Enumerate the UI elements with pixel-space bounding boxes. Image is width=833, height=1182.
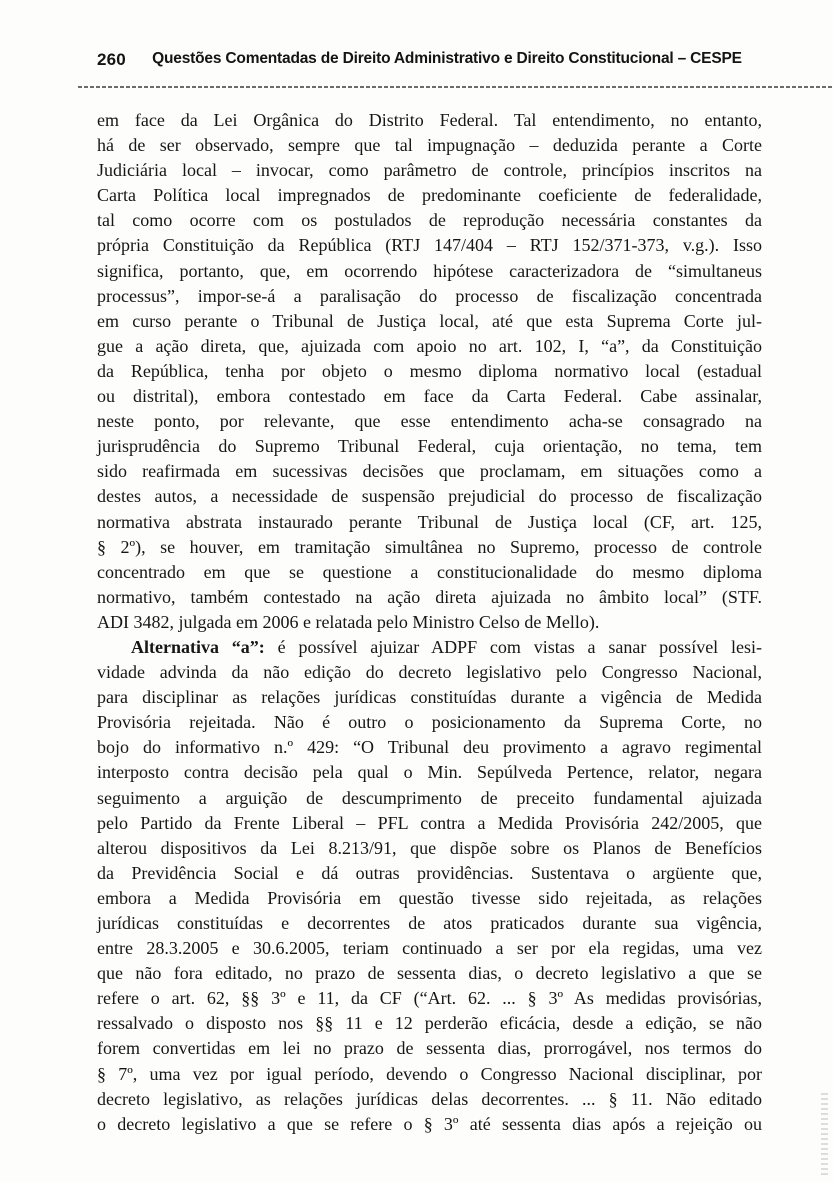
text-line: refere o art. 62, §§ 3º e 11, da CF (“Art. 62. ... § 3º As medidas provisórias, [97, 988, 762, 1009]
text-line: há de ser observado, sempre que tal impugnação – deduzida perante a Corte [97, 135, 762, 156]
paragraph [97, 635, 762, 1137]
page-number: 260 [97, 50, 126, 69]
scan-artifact [821, 1093, 828, 1175]
text-line: neste ponto, por relevante, que esse entendimento acha-se consagrado na [97, 411, 762, 432]
text-line: significa, portanto, que, em ocorrendo hipótese caracterizadora de “simultaneus [97, 260, 762, 281]
text-line: Alternativa “a”: é possível ajuizar ADPF com vistas a sanar possível lesi- [131, 636, 762, 657]
text-line: para disciplinar as relações jurídicas constituídas durante a vigência de Medida [97, 687, 762, 708]
bold-lead: Alternativa “a”: [131, 636, 265, 657]
text-line: normativa abstrata instaurado perante Tribunal de Justiça local (CF, art. 125, [97, 511, 762, 532]
text-line: em face da Lei Orgânica do Distrito Federal. Tal entendimento, no entanto, [97, 110, 762, 130]
text-line: da Previdência Social e dá outras providências. Sustentava o argüente que, [97, 862, 762, 883]
text-line: ressalvado o disposto nos §§ 11 e 12 perderão eficácia, desde a edição, se não [97, 1013, 762, 1034]
text-line: pelo Partido da Frente Liberal – PFL contra a Medida Provisória 242/2005, que [97, 812, 762, 833]
text-line: destes autos, a necessidade de suspensão prejudicial do processo de fiscalização [97, 486, 762, 507]
text-line: jurídicas constituídas e decorrentes de atos praticados durante sua vigência, [97, 913, 762, 933]
text-line: ou distrital), embora contestado em face da Carta Federal. Cabe assinalar, [97, 386, 762, 407]
page-body [97, 108, 762, 1137]
header-rule [78, 86, 833, 88]
text-line: Carta Política local impregnados de predominante coeficiente de federalidade, [97, 185, 762, 206]
text-line: da República, tenha por objeto o mesmo diploma normativo local (estadual [97, 360, 762, 381]
text-line: decreto legislativo, as relações jurídicas delas decorrentes. ... § 11. Não editado [97, 1088, 762, 1109]
text-line: § 2º), se houver, em tramitação simultânea no Supremo, processo de controle [97, 536, 762, 557]
text-line: interposto contra decisão pela qual o Min. Sepúlveda Pertence, relator, negara [97, 762, 762, 783]
running-header-title: Questões Comentadas de Direito Administrativo e Direito Constitucional – CESPE [152, 50, 742, 67]
text-line: bojo do informativo n.º 429: “O Tribunal deu provimento a agravo regimental [97, 737, 762, 758]
text-line: normativo, também contestado na ação direta ajuizada no âmbito local” (STF. [97, 586, 762, 607]
text-line: ADI 3482, julgada em 2006 e relatada pelo Ministro Celso de Mello). [97, 611, 600, 632]
text-line: tal como ocorre com os postulados de reprodução necessária constantes da [97, 210, 762, 231]
text-line: que não fora editado, no prazo de sessenta dias, o decreto legislativo a que se [97, 963, 762, 984]
text-line: Judiciária local – invocar, como parâmetro de controle, princípios inscritos na [97, 160, 762, 181]
text-line: Provisória rejeitada. Não é outro o posicionamento da Suprema Corte, no [97, 712, 762, 733]
text-line: em curso perante o Tribunal de Justiça local, até que esta Suprema Corte jul- [97, 310, 762, 331]
text-line: concentrado em que se questione a constitucionalidade do mesmo diploma [97, 561, 762, 582]
text-line: gue a ação direta, que, ajuizada com apoio no art. 102, I, “a”, da Constituição [97, 335, 762, 356]
text-line: processus”, impor-se-á a paralisação do processo de fiscalização concentrada [97, 285, 762, 306]
text-line: § 7º, uma vez por igual período, devendo o Congresso Nacional disciplinar, por [97, 1063, 762, 1084]
text-line: o decreto legislativo a que se refere o § 3º até sessenta dias após a rejeição ou [97, 1113, 762, 1134]
text-line: sido reafirmada em sucessivas decisões que proclamam, em situações como a [97, 461, 762, 482]
page-header [97, 50, 797, 76]
text-line: jurisprudência do Supremo Tribunal Federal, cuja orientação, no tema, tem [97, 436, 762, 457]
text-line: alterou dispositivos da Lei 8.213/91, que dispõe sobre os Planos de Benefícios [97, 837, 762, 858]
text-line: entre 28.3.2005 e 30.6.2005, teriam continuado a ser por ela regidas, uma vez [97, 938, 762, 959]
paragraph [97, 108, 762, 635]
text-line: vidade advinda da não edição do decreto legislativo pelo Congresso Nacional, [97, 662, 762, 683]
text-line: própria Constituição da República (RTJ 147/404 – RTJ 152/371-373, v.g.). Isso [97, 235, 762, 256]
text-line: forem convertidas em lei no prazo de sessenta dias, prorrogável, nos termos do [97, 1038, 762, 1059]
text-line: embora a Medida Provisória em questão tivesse sido rejeitada, as relações [97, 887, 762, 908]
text-line: seguimento a arguição de descumprimento de preceito fundamental ajuizada [97, 787, 762, 808]
